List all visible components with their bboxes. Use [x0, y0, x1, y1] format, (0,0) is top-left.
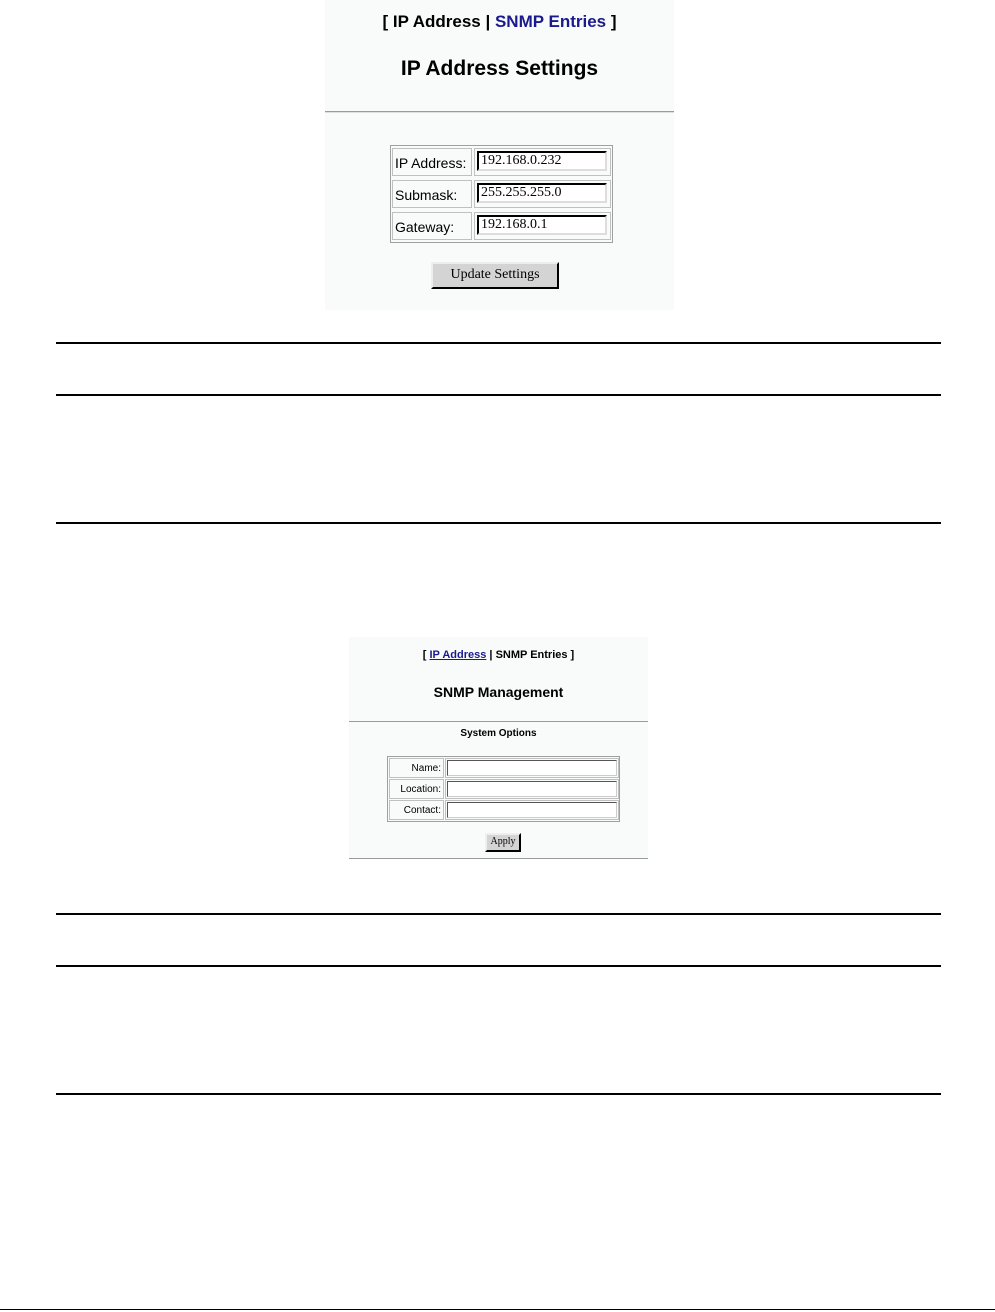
gateway-label: Gateway:	[392, 212, 472, 240]
nav-snmp-entries-link[interactable]: SNMP Entries	[494, 12, 607, 31]
location-cell	[445, 779, 619, 799]
name-cell	[445, 758, 619, 778]
nav-bracket-open: [	[382, 12, 393, 31]
nav-snmp-entries-current: SNMP Entries	[495, 649, 568, 661]
contact-row	[389, 800, 618, 821]
table2-rule-middle	[56, 965, 941, 967]
divider	[325, 111, 674, 113]
table2-rule-top	[56, 913, 941, 915]
ip-address-input[interactable]	[477, 151, 607, 171]
ip-address-cell	[474, 148, 611, 176]
ip-address-row	[392, 148, 611, 178]
page-footer-rule	[0, 1309, 995, 1310]
table-rule-top	[56, 342, 941, 344]
table-rule-middle	[56, 394, 941, 396]
nav-bracket-close: ]	[606, 12, 617, 31]
location-label: Location:	[389, 779, 444, 799]
page-title: IP Address Settings	[400, 57, 599, 80]
system-options-form	[387, 756, 620, 822]
contact-input[interactable]	[447, 802, 617, 818]
nav-ip-address-link[interactable]: IP Address	[429, 649, 487, 661]
name-label: Name:	[389, 758, 444, 778]
ip-settings-form	[390, 145, 613, 243]
submask-label: Submask:	[392, 180, 472, 208]
contact-cell	[445, 800, 619, 820]
divider	[349, 721, 648, 722]
location-input[interactable]	[447, 781, 617, 797]
gateway-cell	[474, 212, 611, 240]
contact-label: Contact:	[389, 800, 444, 820]
nav-divider: |	[480, 12, 495, 31]
table2-rule-bottom	[56, 1093, 941, 1095]
nav-ip-address-current: IP Address	[392, 12, 481, 31]
table-rule-bottom	[56, 522, 941, 524]
name-row	[389, 758, 618, 779]
ip-address-label: IP Address:	[392, 148, 472, 176]
apply-button[interactable]: Apply	[485, 833, 521, 852]
nav-bracket-open: [	[422, 649, 430, 661]
nav-divider: |	[486, 649, 496, 661]
page-title: SNMP Management	[433, 684, 564, 700]
snmp-panel-nav	[349, 649, 648, 661]
update-settings-button[interactable]: Update Settings	[431, 262, 559, 289]
ip-panel-nav	[325, 12, 674, 32]
submask-cell	[474, 180, 611, 208]
submask-input[interactable]	[477, 183, 607, 203]
nav-bracket-close: ]	[567, 649, 575, 661]
ip-address-settings-panel	[325, 0, 674, 310]
section-title: System Options	[460, 728, 537, 739]
gateway-row	[392, 212, 611, 242]
submask-row	[392, 180, 611, 210]
name-input[interactable]	[447, 760, 617, 776]
gateway-input[interactable]	[477, 215, 607, 235]
snmp-management-panel	[349, 637, 648, 859]
location-row	[389, 779, 618, 800]
